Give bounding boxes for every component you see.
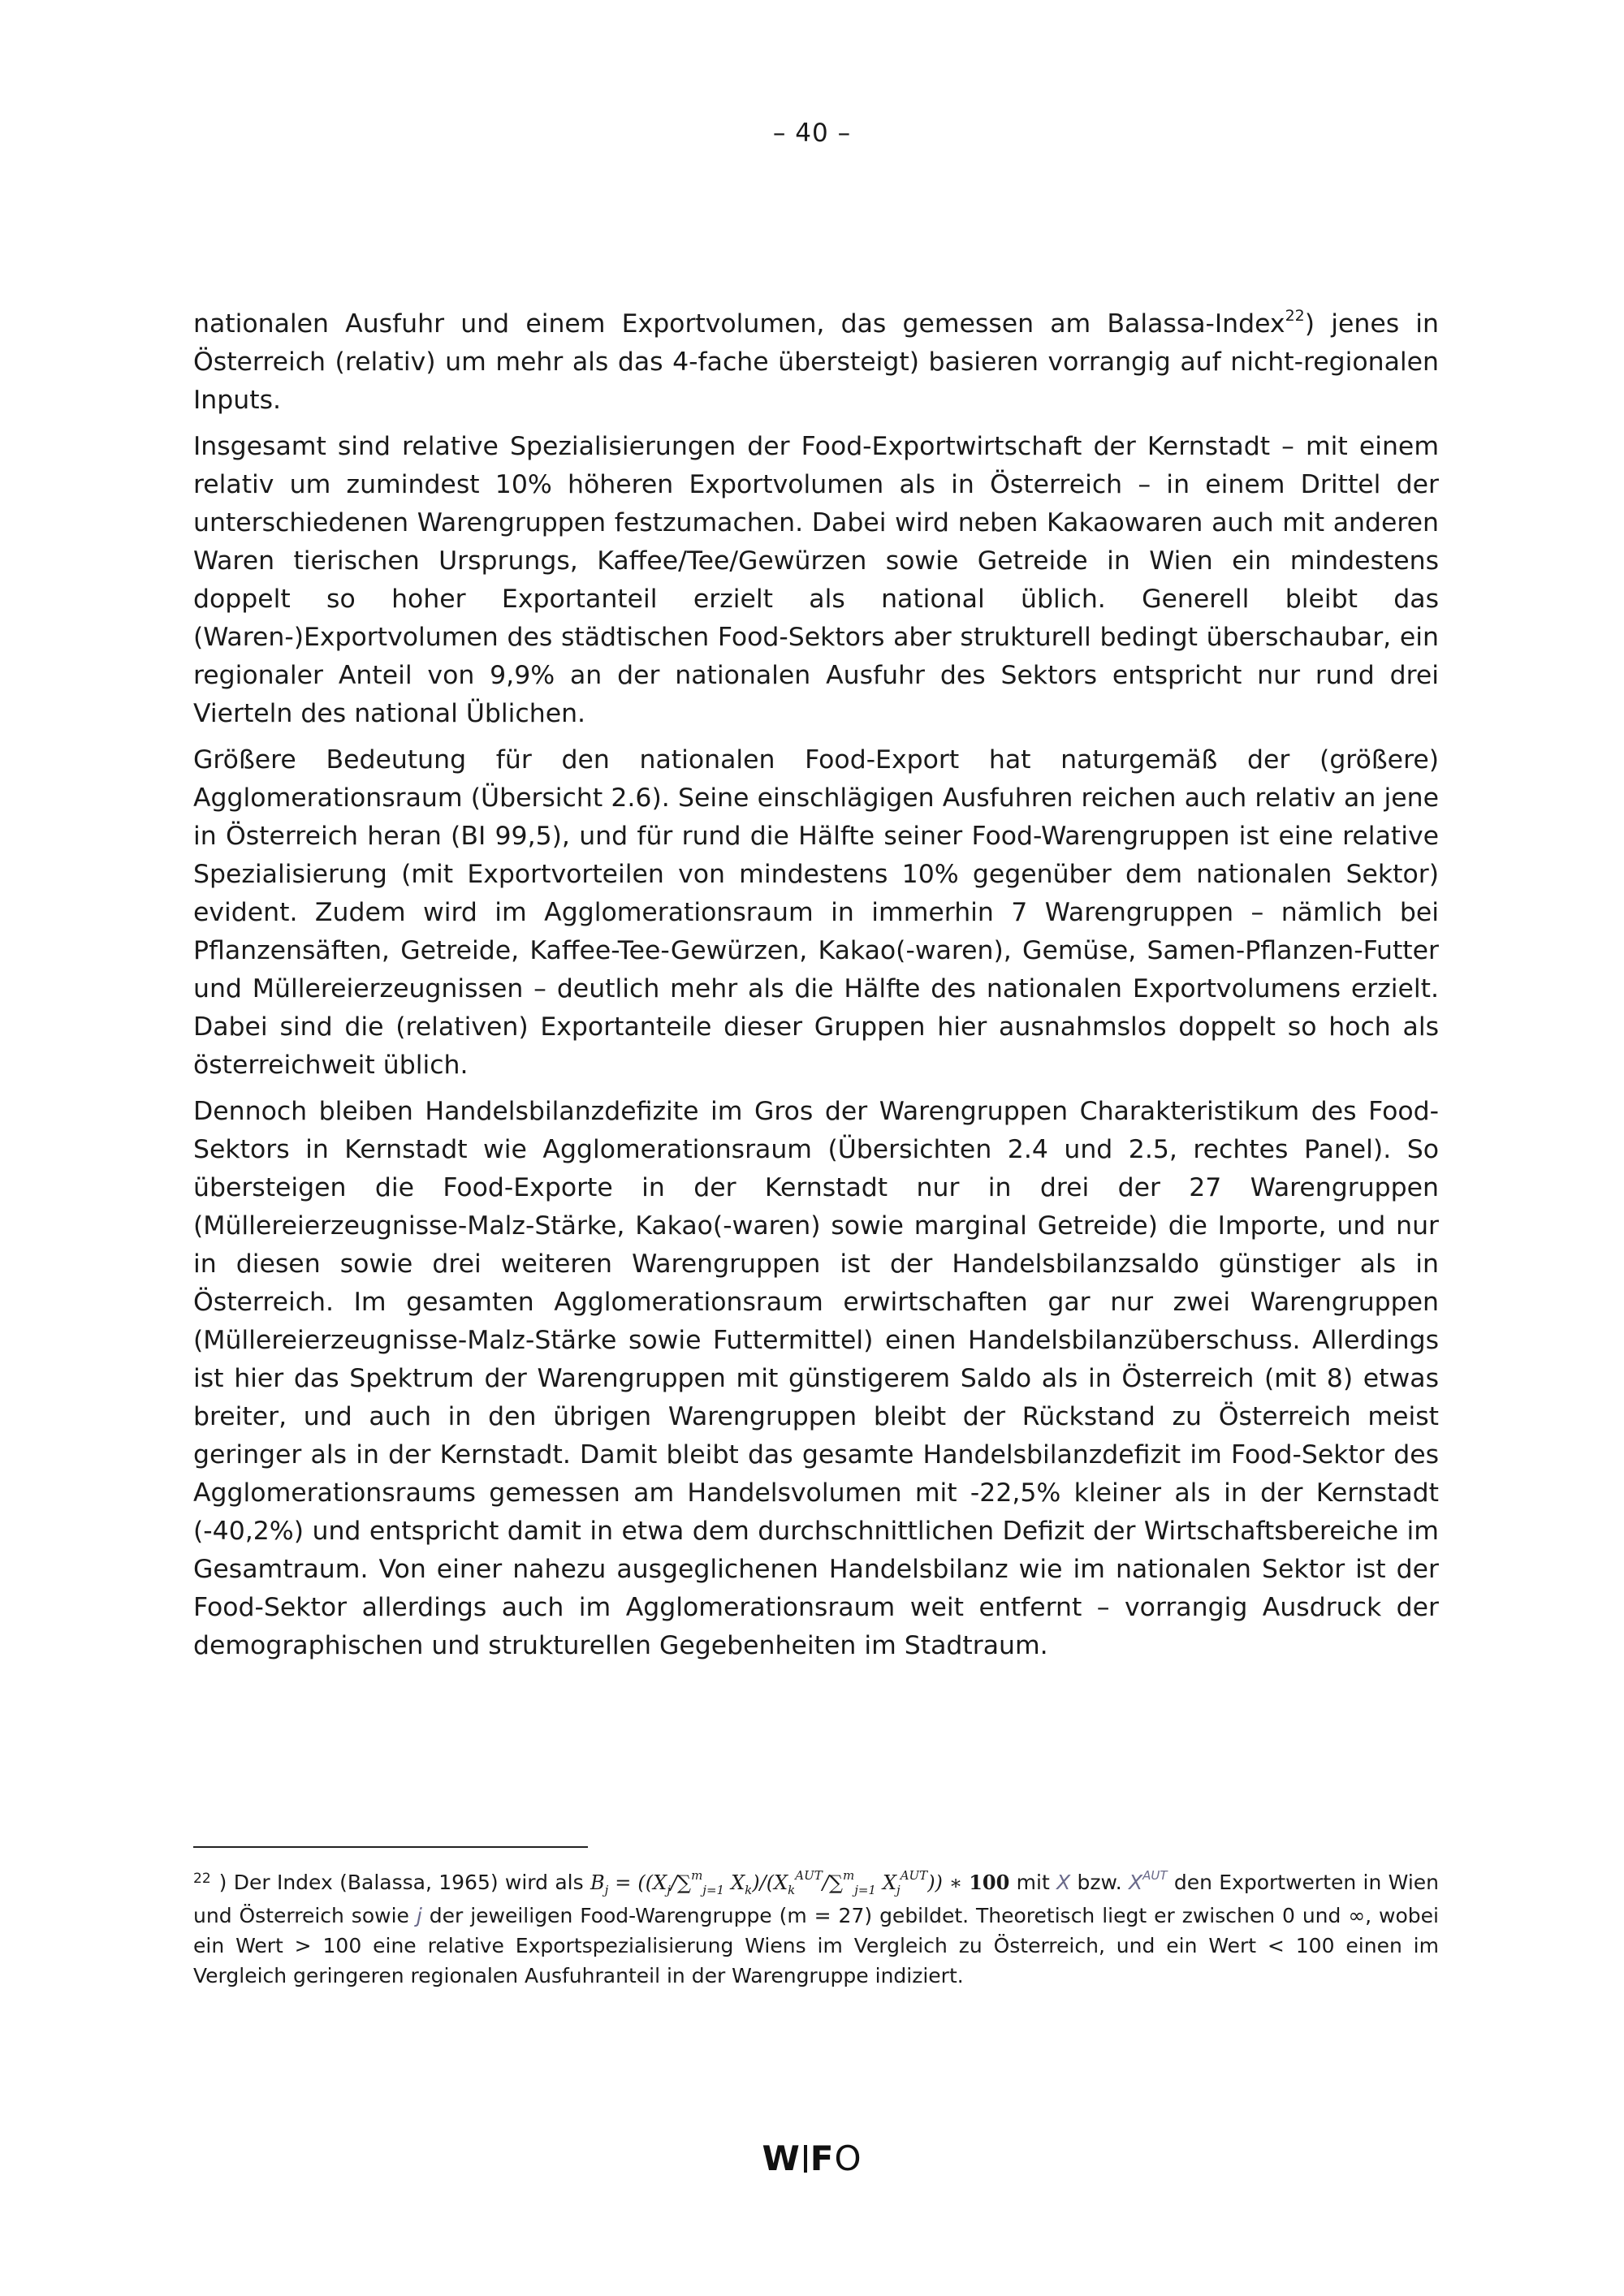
paragraph-1 <box>193 305 1439 420</box>
footnote-divider <box>193 1846 588 1848</box>
paragraph-4: Dennoch bleiben Handelsbilanzdefizite im Gros der Warengruppen Charakteristikum des Food-Sektors in Kernstadt wie Agglomerationsraum (Übersichten 2.4 und 2.5, rechtes Panel). So übersteigen die Food-Exporte in der Kernstadt nur in drei der 27 Warengruppen (Müllereierzeugnisse-Malz-Stärke, Kakao(-waren) sowie marginal Getreide) die Importe, und nur in diesen sowie drei weiteren Warengruppen ist der Handelsbilanzsaldo günstiger als in Österreich. Im gesamten Agglomerationsraum erwirtschaften gar nur zwei Warengruppen (Müllereierzeugnisse-Malz-Stärke sowie Futtermittel) einen Handelsbilanzüberschuss. Allerdings ist hier das Spektrum der Warengruppen mit günstigerem Saldo als in Österreich (mit 8) etwas breiter, und auch in den übrigen Warengruppen bleibt der Rückstand zu Österreich meist geringer als in der Kernstadt. Damit bleibt das gesamte Handelsbilanzdefizit im Food-Sektor des Agglomerationsraums gemessen am Handelsvolumen mit -22,5% kleiner als in der Kernstadt (-40,2%) und entspricht damit in etwa dem durchschnittlichen Defizit der Wirtschaftsbereiche im Gesamtraum. Von einer nahezu ausgeglichenen Handelsbilanz wie im nationalen Sektor ist der Food-Sektor allerdings auch im Agglomerationsraum weit entfernt – vorrangig Ausdruck der demographischen und strukturellen Gegebenheiten im Stadtraum. <box>193 1097 1439 1660</box>
logo-bar <box>804 2145 807 2173</box>
logo-letter-o: O <box>834 2138 862 2178</box>
wifo-logo <box>0 2138 1624 2178</box>
variable-x-aut-sup: AUT <box>1142 1867 1168 1883</box>
variable-x-aut-base: X <box>1128 1871 1143 1894</box>
paragraph-2: Insgesamt sind relative Spezialisierungen der Food-Exportwirtschaft der Kernstadt – mit einem relativ um zumindest 10% höheren Exportvolumen als in Österreich – in einem Drittel der unterschiedenen Warengruppen festzumachen. Dabei wird neben Kakaowaren auch mit anderen Waren tierischen Ursprungs, Kaffee/Tee/Gewürzen sowie Getreide in Wien ein mindestens doppelt so hoher Exportanteil erzielt als national üblich. Generell bleibt das (Waren-)Exportvolumen des städtischen Food-Sektors aber strukturell bedingt überschaubar, ein regionaler Anteil von 9,9% an der nationalen Ausfuhr des Sektors entspricht nur rund drei Vierteln des national Üblichen. <box>193 432 1439 728</box>
footnote-reference[interactable]: 22 <box>1285 306 1305 325</box>
footnote-text-e: der jeweiligen Food-Warengruppe (m = 27) gebildet. Theoretisch liegt er zwischen 0 und ∞, wobei ein Wert > 100 eine relative Exportspezialisierung Wiens im Vergleich zu Österreich, und ein Wert < 100 einen im Vergleich geringeren regionalen Ausfuhranteil in der Warengruppe indiziert. <box>193 1904 1439 1987</box>
variable-x: X <box>1056 1871 1071 1894</box>
variable-x-aut <box>1128 1867 1168 1894</box>
body-text <box>193 305 1439 1673</box>
footnote-text-d: den Exportwerten in Wien und Österreich sowie <box>193 1871 1439 1927</box>
footnote <box>193 1867 1439 1991</box>
paragraph-1-text-b: ) jenes in Österreich (relativ) um mehr als das 4-fache übersteigt) basieren vorrangig auf nicht-regionalen Inputs. <box>193 309 1439 415</box>
footnote-text-c: bzw. <box>1070 1871 1129 1894</box>
page-number: – 40 – <box>772 119 852 148</box>
paragraph-1-text-a: nationalen Ausfuhr und einem Exportvolumen, das gemessen am Balassa-Index <box>193 309 1285 339</box>
footnote-marker: 22 <box>193 1871 211 1887</box>
variable-j: j <box>416 1904 422 1927</box>
paragraph-3: Größere Bedeutung für den nationalen Food-Export hat naturgemäß der (größere) Agglomerationsraum (Übersicht 2.6). Seine einschlägigen Ausfuhren reichen auch relativ an jene in Österreich heran (BI 99,5), und für rund die Hälfte seiner Food-Warengruppen ist eine relative Spezialisierung (mit Exportvorteilen von mindestens 10% gegenüber dem nationalen Sektor) evident. Zudem wird im Agglomerationsraum in immerhin 7 Warengruppen – nämlich bei Pflanzensäften, Getreide, Kaffee-Tee-Gewürzen, Kakao(-waren), Gemüse, Samen-Pflanzen-Futter und Müllereierzeugnissen – deutlich mehr als die Hälfte des nationalen Exportvolumens erzielt. Dabei sind die (relativen) Exportanteile dieser Gruppen hier ausnahmslos doppelt so hoch als österreichweit üblich. <box>193 745 1439 1080</box>
footnote-text-b: mit <box>1009 1871 1057 1894</box>
logo-letter-w: W <box>762 2138 801 2178</box>
balassa-formula: $B_j = ((X_j/\sum^m_{j=1}$ $X_k)/(X_k^{AUT}/\sum^m_{j=1}$ $X_j^{AUT}$)) ∗ 100 <box>590 1868 1010 1897</box>
footnote-text-a: ) Der Index (Balassa, 1965) wird als <box>218 1871 590 1894</box>
logo-letter-f: F <box>810 2138 835 2178</box>
